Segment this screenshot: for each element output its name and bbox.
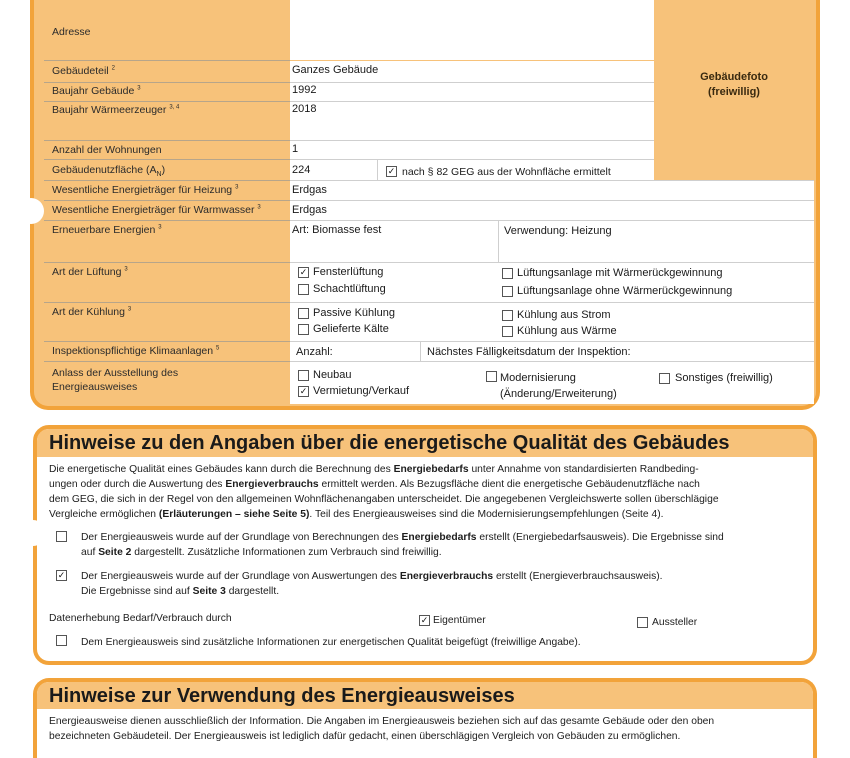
value-erneuerbar-verwendung: Verwendung: Heizung: [504, 225, 612, 237]
nutzflaeche-note: nach § 82 GEG aus der Wohnfläche ermittelt: [402, 166, 611, 178]
field-divider: [290, 159, 654, 160]
col-divider: [498, 221, 499, 262]
klima-anzahl: Anzahl:: [296, 346, 333, 358]
value-baujahr-waerme: 2018: [292, 103, 317, 115]
label-nutzflaeche: Gebäudenutzfläche $(A_N)$: [52, 164, 166, 179]
field-divider: [290, 200, 814, 201]
option-modernisierung: Modernisierung (Änderung/Erweiterung): [500, 372, 617, 400]
option-neubau: Neubau: [313, 369, 352, 381]
field-divider: [290, 220, 814, 221]
usage-paragraph: Energieausweise dienen ausschließlich der Information. Die Angaben im Energieausweis beziehen sich auf das gesamte Gebäude oder den oben bezeichneten Gebäudeteil. Der Energieausweis ist lediglich dafür gedacht, einen überschlägigen Vergleich von Gebäuden zu ermöglichen.: [49, 716, 715, 742]
section-heading: Hinweise zur Verwendung des Energieausweises: [49, 685, 515, 707]
field-divider: [290, 82, 654, 83]
checkbox-schachtlueftung[interactable]: [298, 284, 309, 295]
row-divider: [44, 101, 290, 102]
checkbox-neubau[interactable]: [298, 370, 309, 381]
row-divider: [44, 302, 290, 303]
row-divider: [44, 82, 290, 83]
value-gebaeudeteil: Ganzes Gebäude: [292, 64, 379, 76]
label-baujahr-gebaeude: Baujahr Gebäude $^3$: [52, 85, 141, 97]
value-nutzflaeche: 224: [292, 164, 311, 176]
value-erneuerbar-art: Art: Biomasse fest: [292, 224, 382, 236]
label-adresse: Adresse: [52, 26, 91, 38]
field-divider: [290, 262, 814, 263]
option-fensterlueftung: Fensterlüftung: [313, 266, 384, 278]
heizung-field[interactable]: [290, 181, 814, 200]
checkbox-modernisierung[interactable]: [486, 371, 497, 382]
option-mit-wrg: Lüftungsanlage mit Wärmerückgewinnung: [517, 267, 723, 279]
option-aussteller: Aussteller: [652, 617, 698, 628]
wohnungen-field[interactable]: [290, 141, 654, 159]
label-warmwasser: Wesentliche Energieträger für Warmwasser $^3$: [52, 204, 261, 216]
row-divider: [44, 180, 290, 181]
checkbox-nutzflaeche[interactable]: ✓: [387, 166, 396, 176]
checkbox-zusatzinfo[interactable]: [56, 635, 67, 646]
value-heizung: Erdgas: [292, 184, 327, 196]
field-divider: [290, 341, 814, 342]
energy-quality-notes-panel: [33, 425, 817, 665]
option-sonstiges: Sonstiges (freiwillig): [675, 372, 773, 384]
usage-notes-panel: [33, 678, 817, 758]
label-lueftung: Art der Lüftung $^3$: [52, 266, 128, 278]
punch-hole: [18, 198, 44, 224]
label-kuehlung: Art der Kühlung $^3$: [52, 306, 132, 318]
field-divider: [290, 101, 654, 102]
option-bedarfsausweis: Der Energieausweis wurde auf der Grundlage von Berechnungen des Energiebedarfs erstellt (Energiebedarfsausweis). Die Ergebnisse sind auf Seite 2 dargestellt. Zusätzliche Informationen zum Verbrauch sind freiwillig.: [81, 532, 724, 558]
baujahr-gebaeude-field[interactable]: [290, 83, 654, 101]
value-baujahr-gebaeude: 1992: [292, 84, 317, 96]
col-divider: [377, 160, 378, 180]
row-divider: [44, 200, 290, 201]
field-divider: [290, 361, 814, 362]
warmwasser-field[interactable]: [290, 201, 814, 220]
row-divider: [44, 262, 290, 263]
option-vermietung: Vermietung/Verkauf: [313, 385, 410, 397]
address-field[interactable]: [290, 0, 654, 60]
option-gelieferte-kaelte: Gelieferte Kälte: [313, 323, 389, 335]
baujahr-waerme-field[interactable]: [290, 102, 654, 140]
row-divider: [44, 159, 290, 160]
checkbox-aussteller[interactable]: [637, 617, 648, 628]
value-wohnungen: 1: [292, 143, 299, 155]
value-warmwasser: Erdgas: [292, 204, 327, 216]
section-heading: Hinweise zu den Angaben über die energetische Qualität des Gebäudes: [49, 432, 730, 454]
label-gebaeudeteil: Gebäudeteil $^2$: [52, 65, 115, 77]
checkbox-mit-wrg[interactable]: [502, 268, 513, 279]
checkbox-sonstiges[interactable]: [659, 373, 670, 384]
field-divider: [290, 140, 654, 141]
field-divider: [290, 302, 814, 303]
checkbox-kuehlung-strom[interactable]: [502, 310, 513, 321]
option-kuehlung-waerme: Kühlung aus Wärme: [517, 325, 617, 337]
klima-datum: Nächstes Fälligkeitsdatum der Inspektion:: [427, 346, 631, 358]
label-baujahr-waerme: Baujahr Wärmeerzeuger $^{3, 4}$: [52, 104, 180, 116]
option-ohne-wrg: Lüftungsanlage ohne Wärmerückgewinnung: [517, 285, 733, 297]
checkbox-fensterlueftung[interactable]: ✓: [299, 267, 308, 277]
label-heizung: Wesentliche Energieträger für Heizung $^3$: [52, 184, 239, 196]
option-zusatzinfo: Dem Energieausweis sind zusätzliche Informationen zur energetischen Qualität beigefügt (freiwillige Angabe).: [81, 637, 581, 648]
row-divider: [44, 140, 290, 141]
label-klima: Inspektionspflichtige Klimaanlagen $^5$: [52, 345, 220, 357]
option-kuehlung-strom: Kühlung aus Strom: [517, 309, 611, 321]
row-divider: [44, 361, 290, 362]
row-divider: [44, 220, 290, 221]
option-verbrauchsausweis: Der Energieausweis wurde auf der Grundlage von Auswertungen des Energieverbrauchs erstellt (Energieverbrauchsausweis). Die Ergebnisse sind auf Seite 3 dargestellt.: [81, 571, 663, 597]
checkbox-gelieferte-kaelte[interactable]: [298, 324, 309, 335]
intro-paragraph: Die energetische Qualität eines Gebäudes kann durch die Berechnung des Energiebedarfs unter Annahme von standardisierten Randbeding- ungen oder durch die Auswertung des Energieverbrauchs ermittelt werden. Als Bezugsfläche dient die energetische Gebäudenutzfläche nach dem GEG, die sich in der Regel von den allgemeinen Wohnflächenangaben unterscheidet. Die angegebenen Vergleichswerte sollen überschlägige Vergleiche ermöglichen (Erläuterungen – siehe Seite 5). Teil des Energieausweises sind die Modernisierungsempfehlungen (Seite 4).: [49, 464, 719, 520]
field-divider: [290, 180, 814, 181]
option-passive-kuehlung: Passive Kühlung: [313, 307, 395, 319]
checkbox-kuehlung-waerme[interactable]: [502, 326, 513, 337]
row-divider: [44, 341, 290, 342]
checkbox-vermietung[interactable]: ✓: [299, 386, 308, 396]
col-divider: [420, 342, 421, 361]
checkbox-passive-kuehlung[interactable]: [298, 308, 309, 319]
datenerhebung-label: Datenerhebung Bedarf/Verbrauch durch: [49, 613, 232, 624]
option-schachtlueftung: Schachtlüftung: [313, 283, 386, 295]
checkbox-bedarfsausweis[interactable]: [56, 531, 67, 542]
checkbox-eigentuemer[interactable]: ✓: [420, 615, 429, 625]
label-wohnungen: Anzahl der Wohnungen: [52, 144, 162, 156]
photo-label: Gebäudefoto (freiwillig): [700, 71, 768, 98]
checkbox-verbrauchsausweis[interactable]: ✓: [57, 570, 66, 580]
label-erneuerbar: Erneuerbare Energien $^3$: [52, 224, 162, 236]
label-anlass: Anlass der Ausstellung des Energieausweises: [52, 367, 179, 393]
row-divider: [44, 60, 290, 61]
checkbox-ohne-wrg[interactable]: [502, 286, 513, 297]
punch-hole: [20, 520, 46, 546]
option-eigentuemer: Eigentümer: [433, 615, 486, 626]
